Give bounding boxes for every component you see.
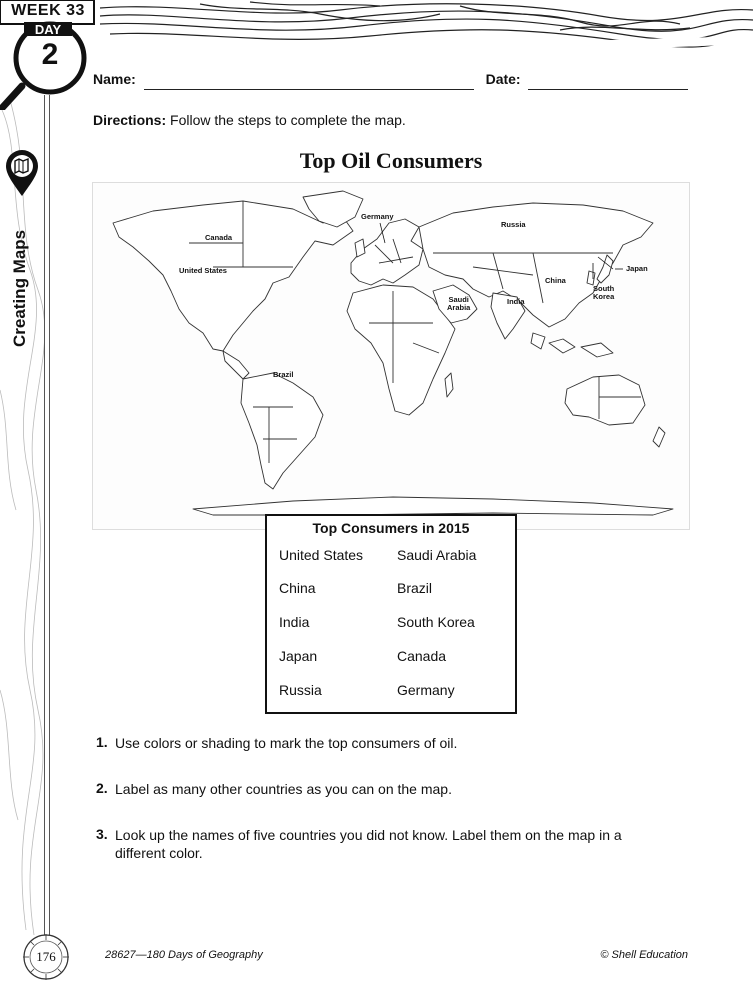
step-text: Use colors or shading to mark the top consumers of oil.: [115, 735, 458, 751]
footer-book-title: 28627—180 Days of Geography: [105, 949, 263, 961]
directions-text: Follow the steps to complete the map.: [170, 112, 406, 128]
consumers-box-title: Top Consumers in 2015: [312, 520, 470, 536]
map-label-south-korea: [593, 285, 614, 301]
map-label-russia: Russia: [501, 220, 526, 229]
week-label: WEEK 33: [11, 2, 85, 19]
map-label-japan: Japan: [626, 264, 648, 273]
consumer-item: Germany: [397, 682, 455, 698]
sidebar-topographic-decoration: [0, 90, 44, 940]
map-label-saudi-line1: Saudi: [448, 295, 469, 304]
name-date-row: [93, 71, 693, 90]
name-label: Name:: [93, 71, 136, 87]
directions-label: Directions:: [93, 112, 167, 128]
consumer-item: Russia: [279, 682, 322, 698]
world-map[interactable]: [92, 182, 690, 530]
date-field[interactable]: [528, 73, 688, 90]
consumer-item: India: [279, 614, 310, 630]
step-number: 1.: [96, 734, 108, 750]
step-number: 3.: [96, 826, 108, 842]
map-label-germany: Germany: [361, 212, 394, 221]
step-text: Look up the names of five countries you did not know. Label them on the map in a different color.: [115, 827, 622, 861]
step-number: 2.: [96, 780, 108, 796]
map-label-united-states: United States: [179, 266, 227, 275]
map-pin-icon: [4, 150, 40, 198]
map-title: Top Oil Consumers: [299, 148, 483, 173]
consumer-item: Japan: [279, 648, 318, 664]
map-label-india: India: [507, 297, 525, 306]
sidebar-rule: [44, 95, 50, 935]
section-title: Creating Maps: [10, 229, 29, 347]
map-label-canada: Canada: [205, 233, 233, 242]
world-map-outline: [93, 183, 689, 529]
day-label: DAY: [34, 22, 62, 37]
date-label: Date:: [485, 71, 521, 87]
name-field[interactable]: [144, 73, 474, 90]
footer-publisher: © Shell Education: [600, 949, 688, 961]
topographic-header-decoration: [0, 0, 753, 70]
map-label-south-korea-line1: South: [593, 284, 615, 293]
map-label-saudi-arabia: [447, 296, 470, 312]
page-number: 176: [36, 949, 56, 964]
day-number: 2: [41, 38, 59, 71]
consumer-item: Brazil: [397, 580, 433, 596]
consumer-item: Saudi Arabia: [397, 547, 477, 563]
step-text: Label as many other countries as you can on the map.: [115, 781, 452, 797]
consumer-item: China: [279, 580, 316, 596]
map-label-south-korea-line2: Korea: [593, 292, 615, 301]
consumer-item: Canada: [397, 648, 447, 664]
consumer-item: South Korea: [397, 614, 475, 630]
map-label-brazil: Brazil: [273, 370, 294, 379]
map-label-china: China: [545, 276, 566, 285]
consumers-box: [265, 514, 517, 714]
directions: [93, 112, 406, 128]
consumer-item: United States: [279, 547, 364, 563]
map-label-saudi-line2: Arabia: [447, 303, 471, 312]
